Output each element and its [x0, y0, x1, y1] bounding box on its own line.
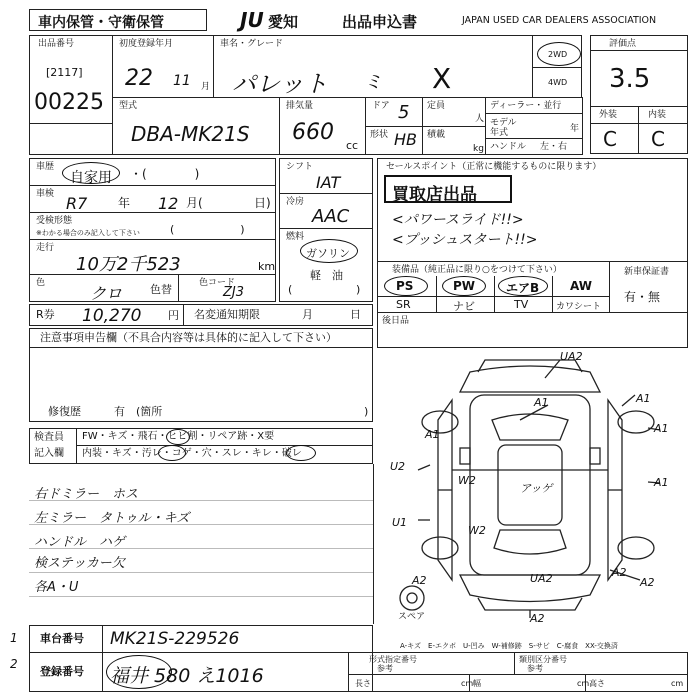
registration-label: 登録番号 [40, 665, 84, 678]
doors-divider [366, 126, 422, 127]
rating-sub-box [590, 106, 688, 154]
color-code-value: ZJ3 [223, 285, 245, 300]
rating-sub-divider [638, 107, 639, 153]
length-label: 長さ [355, 679, 371, 688]
fuel-label: 燃料 [286, 232, 305, 242]
dealer-divider-1 [486, 113, 582, 114]
mileage-value: 10万2千523 [76, 254, 181, 275]
doors-label: ドア [372, 101, 390, 111]
displacement-box [279, 97, 366, 155]
dealer-label: ディーラー・並行 [490, 101, 562, 111]
receipt-box [29, 212, 276, 240]
equip-tv: TV [514, 298, 529, 311]
inspector-h [76, 445, 372, 446]
capacity-label: 定員 [427, 101, 446, 111]
spare-label: スペア [398, 612, 426, 622]
history-rest: ・( ) [130, 167, 200, 181]
inspect-scuff-circle [286, 445, 316, 461]
inspector-label-2: 記入欄 [34, 448, 64, 459]
int-label: 内装 [648, 110, 667, 120]
repair-label: 修復歴 [48, 405, 81, 418]
history-value: 自家用 [70, 170, 112, 186]
hw-note-1: 右ドミラー ホス [34, 487, 139, 502]
shaken-month-unit: 月( [186, 196, 203, 210]
spec-v2 [585, 674, 586, 691]
model-year-unit: 年 [570, 124, 580, 134]
notice-day: 日 [350, 308, 361, 321]
recycle-value: 10,270 [82, 306, 142, 326]
hw-note-2: 左ミラー タトゥル・キズ [34, 511, 190, 526]
equip-ps: PS [396, 279, 414, 293]
dealer-box [485, 97, 583, 155]
mark-a1-4: A1 [654, 422, 669, 435]
first-reg-year: 22 [125, 66, 153, 91]
stamp-box [384, 175, 512, 203]
equip-pw-circle [442, 276, 486, 296]
hw-note-5: 各A・U [34, 580, 79, 595]
equip-airbag: エアB [506, 281, 540, 295]
sales-point-label: セールスポイント（正常に機能するものに限ります） [386, 162, 602, 172]
note-line-5 [29, 596, 373, 597]
repair-close: ) [364, 405, 369, 418]
drive-divider [533, 67, 581, 68]
fuel-gas: ガソリン [306, 247, 350, 260]
note-line-1 [29, 500, 373, 501]
mileage-label: 走行 [36, 243, 55, 253]
history-box [29, 158, 276, 186]
mark-a1-1: A1 [534, 396, 549, 409]
inspector-box [29, 428, 373, 464]
color-box [29, 274, 179, 302]
recycle-label: R券 [36, 308, 55, 321]
displacement-label: 排気量 [286, 101, 314, 111]
inspector-v [76, 429, 77, 463]
stamp-text: 買取店出品 [392, 185, 477, 205]
first-reg-box [112, 35, 214, 98]
shift-box [279, 158, 373, 194]
org-en: JAPAN USED CAR DEALERS ASSOCIATION [462, 15, 657, 26]
shape-value: HB [394, 130, 418, 149]
shaken-box [29, 185, 276, 213]
aircon-box [279, 193, 373, 229]
note-line-3 [29, 548, 373, 549]
load-unit: kg [473, 144, 484, 154]
damage-legend: A-キズ E-エクボ U-凹み W-補修跡 S-サビ C-腐食 XX-交換済 [400, 642, 618, 650]
capacity-box [422, 97, 486, 155]
margin-mark-2: 2 [10, 657, 18, 671]
shift-value: IAT [316, 173, 341, 192]
displacement-value: 660 [292, 120, 334, 145]
lot-box [29, 35, 113, 124]
mark-a1-5: A1 [654, 476, 669, 489]
type-spec-box [348, 652, 688, 692]
drive-4wd: 4WD [548, 78, 568, 87]
warranty-box [609, 261, 688, 313]
drive-2wd: 2WD [548, 50, 568, 59]
aircon-value: AAC [312, 206, 350, 227]
equip-seat: カワシート [556, 302, 602, 312]
mark-age: アッゲ [520, 482, 553, 495]
hw-note-4: 検ステッカー欠 [34, 556, 125, 571]
aircon-label: 冷房 [286, 197, 305, 207]
first-reg-label: 初度登録年月 [119, 39, 174, 49]
later-box [377, 312, 688, 348]
doors-box [365, 97, 423, 155]
warranty-value: 有・無 [624, 290, 661, 304]
capacity-unit: 人 [475, 114, 485, 124]
mark-ua2-bottom: UA2 [530, 572, 553, 585]
equip-pw: PW [453, 279, 476, 293]
class-ref: 参考 [527, 664, 543, 673]
rating-score: 3.5 [609, 64, 651, 94]
shaken-era: R7 [66, 194, 88, 213]
first-reg-month-unit: 月 [201, 82, 211, 92]
form-title: 出品申込書 [342, 13, 418, 31]
notes-box [29, 328, 373, 422]
type-ref: 参考 [377, 664, 393, 673]
later-label: 後日品 [382, 316, 410, 326]
mark-u2: U2 [390, 460, 406, 473]
int-score: C [651, 127, 665, 151]
hw-note-3: ハンドル ハゲ [34, 535, 126, 550]
model-box [112, 97, 280, 155]
notice-month: 月 [302, 308, 313, 321]
ext-score: C [603, 127, 617, 151]
ext-label: 外装 [599, 110, 618, 120]
mark-w2-1: W2 [458, 474, 476, 487]
displacement-unit: cc [346, 139, 359, 152]
notice-box [183, 304, 373, 326]
inspector-label-1: 検査員 [34, 432, 64, 443]
drive-box [532, 35, 582, 98]
warranty-label: 新車保証書 [624, 267, 670, 277]
mark-a2-4: A2 [530, 612, 545, 625]
shift-label: シフト [286, 162, 314, 172]
height-unit: cm [671, 679, 684, 688]
dealer-divider-2 [486, 138, 582, 139]
registration-circle [106, 655, 172, 689]
lot-label: 出品番号 [38, 39, 75, 49]
lot-sub-number: [2117] [46, 66, 83, 79]
color-label: 色 [36, 278, 46, 288]
inspect-row-2: 内装・キズ・汚レ・コゲ・穴・スレ・キレ・破レ [82, 448, 302, 459]
receipt-note: ※わかる場合のみ記入して下さい [36, 229, 140, 237]
fuel-gas-circle [300, 239, 358, 263]
chassis-label: 車台番号 [40, 632, 84, 645]
registration-box [29, 652, 373, 692]
mark-a1-3: A1 [425, 428, 440, 441]
car-name-mark: ミ [364, 72, 382, 93]
color-change-label: 色替 [150, 283, 172, 296]
equip-sr: SR [396, 298, 411, 311]
equip-v1 [436, 276, 437, 312]
rating-label: 評価点 [609, 39, 637, 49]
mark-a2-3: A2 [640, 576, 655, 589]
color-code-box [178, 274, 276, 302]
note-line-4 [29, 572, 373, 573]
spec-divider [349, 674, 687, 675]
storage-label: 車内保管・守衛保管 [38, 15, 164, 31]
notes-right-border [373, 464, 374, 624]
notes-divider [30, 347, 372, 348]
car-grade: X [432, 62, 452, 95]
history-circle [62, 162, 120, 184]
model-year-label: モデル年式 [490, 118, 517, 138]
capacity-divider [423, 126, 485, 127]
equip-ps-circle [384, 276, 428, 296]
fuel-box [279, 228, 373, 302]
shaken-day-unit: 日) [254, 196, 271, 210]
repair-value: 有 (箇所 [114, 405, 163, 418]
car-name-label: 車名・グレード [220, 39, 284, 49]
equip-v2 [494, 276, 495, 312]
load-label: 積載 [427, 130, 446, 140]
registration-v [102, 653, 103, 691]
equipment-box [377, 261, 610, 313]
chassis-box [29, 625, 373, 653]
width-unit: cm [577, 679, 590, 688]
chassis-v [102, 626, 103, 652]
equip-airbag-circle [498, 276, 548, 296]
sales-line-2: <プッシュスタート!!> [392, 232, 538, 248]
equip-navi: ナビ [453, 300, 475, 313]
equipment-label: 装備品（純正品に限り○をつけて下さい） [392, 265, 562, 275]
storage-box [29, 9, 207, 31]
fuel-diesel: 軽 油 [310, 269, 343, 282]
type-label: 形式指定番号 [369, 655, 417, 664]
sales-point-box [377, 158, 688, 262]
color-value: クロ [90, 284, 123, 303]
class-label: 類別区分番号 [519, 655, 567, 664]
equip-v3 [552, 276, 553, 312]
history-label: 車歴 [36, 162, 55, 172]
registration-value: 福井 580 え1016 [110, 665, 264, 687]
inspect-stone-circle [166, 429, 190, 445]
note-line-2 [29, 524, 373, 525]
notice-label: 名変通知期限 [194, 308, 260, 321]
mark-w2-2: W2 [468, 524, 486, 537]
notes-label: 注意事項申告欄（不具合内容等は具体的に記入して下さい） [40, 331, 337, 344]
mark-ua2-top: UA2 [560, 350, 583, 363]
ju-logo: JU [240, 8, 264, 32]
fuel-paren-close: ) [356, 283, 361, 296]
lot-filler [29, 123, 113, 155]
spec-v3 [514, 653, 515, 674]
mark-a2-2: A2 [612, 566, 627, 579]
shape-label: 形状 [370, 130, 389, 140]
drive-2wd-circle [537, 42, 581, 66]
mark-a1-2: A1 [636, 392, 651, 405]
inspect-row-1: FW・キズ・飛石・ヒビ割・リペア跡・X要 [82, 431, 275, 442]
fuel-paren: ( [288, 283, 293, 296]
car-name-value: パレット [232, 70, 328, 98]
mark-a2-1: A2 [412, 574, 427, 587]
height-label: 高さ [589, 679, 605, 688]
receipt-paren: ( ) [170, 223, 245, 236]
width-label: 幅 [473, 679, 481, 688]
mark-u1: U1 [392, 516, 408, 529]
handle-label: ハンドル [490, 142, 527, 152]
length-unit: cm [461, 679, 474, 688]
sales-line-1: <パワースライド!!> [392, 212, 524, 228]
receipt-label: 受検形態 [36, 216, 73, 226]
equip-aw: AW [570, 279, 592, 293]
handle-opts: 左・右 [540, 142, 568, 152]
color-code-label: 色コード [199, 278, 236, 288]
shaken-year-unit: 年 [118, 196, 131, 210]
inspect-dirt-circle [158, 445, 186, 461]
shaken-month: 12 [158, 194, 179, 213]
model-label: 型式 [119, 101, 138, 111]
chassis-value: MK21S-229526 [110, 629, 240, 649]
first-reg-month: 11 [173, 73, 191, 89]
doors-value: 5 [398, 102, 410, 123]
lot-number: 00225 [34, 90, 104, 115]
mileage-box [29, 239, 276, 275]
shaken-label: 車検 [36, 189, 55, 199]
model-value: DBA-MK21S [131, 122, 250, 146]
recycle-unit: 円 [168, 309, 179, 322]
car-name-box [213, 35, 533, 98]
recycle-box [29, 304, 184, 326]
margin-mark-1: 1 [10, 631, 18, 645]
mileage-unit: km [258, 260, 276, 273]
spec-v1 [469, 674, 470, 691]
org-jp: 愛知 [268, 13, 299, 31]
rating-top-divider [591, 50, 687, 51]
